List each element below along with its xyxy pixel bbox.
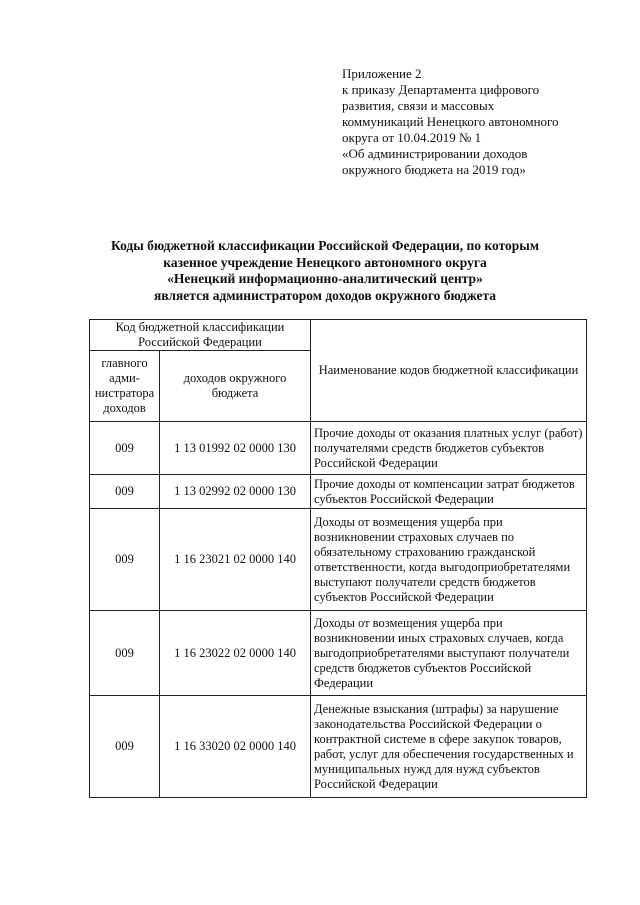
table-row <box>90 422 587 475</box>
appendix-note <box>342 66 602 178</box>
admin-code-cell: 009 <box>90 696 160 798</box>
header-code-cell: доходов окружного бюджета <box>160 351 311 422</box>
table-row <box>90 696 587 798</box>
code-name-cell: Доходы от возмещения ущерба при возникновении иных страховых случаев, когда выгодоприобретателями выступают получатели средств бюджетов субъектов Российской Федерации <box>311 611 587 696</box>
title-line: является администратором доходов окружного бюджета <box>153 287 497 303</box>
revenue-code-cell: 1 16 23022 02 0000 140 <box>160 611 311 696</box>
header-group-cell: Код бюджетной классификации Российской Федерации <box>90 320 311 351</box>
revenue-code-cell: 1 13 02992 02 0000 130 <box>160 475 311 509</box>
code-name-cell: Денежные взыскания (штрафы) за нарушение законодательства Российской Федерации о контрактной системе в сфере закупок товаров, работ, услуг для обеспечения государственных и муниципальных нужд для нужд субъектов Российской Федерации <box>311 696 587 798</box>
appendix-line: округа от 10.04.2019 № 1 <box>342 130 482 145</box>
header-name-cell: Наименование кодов бюджетной классификации <box>311 320 587 422</box>
admin-code-cell: 009 <box>90 509 160 611</box>
title-line: Коды бюджетной классификации Российской Федерации, по которым <box>110 238 540 253</box>
appendix-line: «Об администрировании доходов <box>342 146 528 161</box>
table-row <box>90 509 587 611</box>
document-title <box>90 238 560 304</box>
revenue-code-cell: 1 16 33020 02 0000 140 <box>160 696 311 798</box>
header-admin-cell: главного адми-нистратора доходов <box>90 351 160 422</box>
admin-code-cell: 009 <box>90 611 160 696</box>
title-line: казенное учреждение Ненецкого автономного округа <box>163 254 487 270</box>
appendix-line: развития, связи и массовых <box>342 98 495 113</box>
table-header-row <box>90 320 587 351</box>
revenue-code-cell: 1 13 01992 02 0000 130 <box>160 422 311 475</box>
code-name-cell: Прочие доходы от оказания платных услуг (работ) получателями средств бюджетов субъектов Российской Федерации <box>311 422 587 475</box>
code-name-cell: Прочие доходы от компенсации затрат бюджетов субъектов Российской Федерации <box>311 475 587 509</box>
title-line: «Ненецкий информационно-аналитический центр» <box>167 271 483 286</box>
table-row <box>90 475 587 509</box>
budget-codes-table <box>89 319 587 798</box>
revenue-code-cell: 1 16 23021 02 0000 140 <box>160 509 311 611</box>
admin-code-cell: 009 <box>90 475 160 509</box>
appendix-line: к приказу Департамента цифрового <box>342 82 540 97</box>
appendix-line: Приложение 2 <box>342 66 422 81</box>
appendix-line: коммуникаций Ненецкого автономного <box>342 114 559 129</box>
admin-code-cell: 009 <box>90 422 160 475</box>
table-row <box>90 611 587 696</box>
code-name-cell: Доходы от возмещения ущерба при возникновении страховых случаев по обязательному страхованию гражданской ответственности, когда выгодоприобретателями выступают получатели средств бюджетов субъектов Российской Федерации <box>311 509 587 611</box>
appendix-line: окружного бюджета на 2019 год» <box>342 162 526 177</box>
